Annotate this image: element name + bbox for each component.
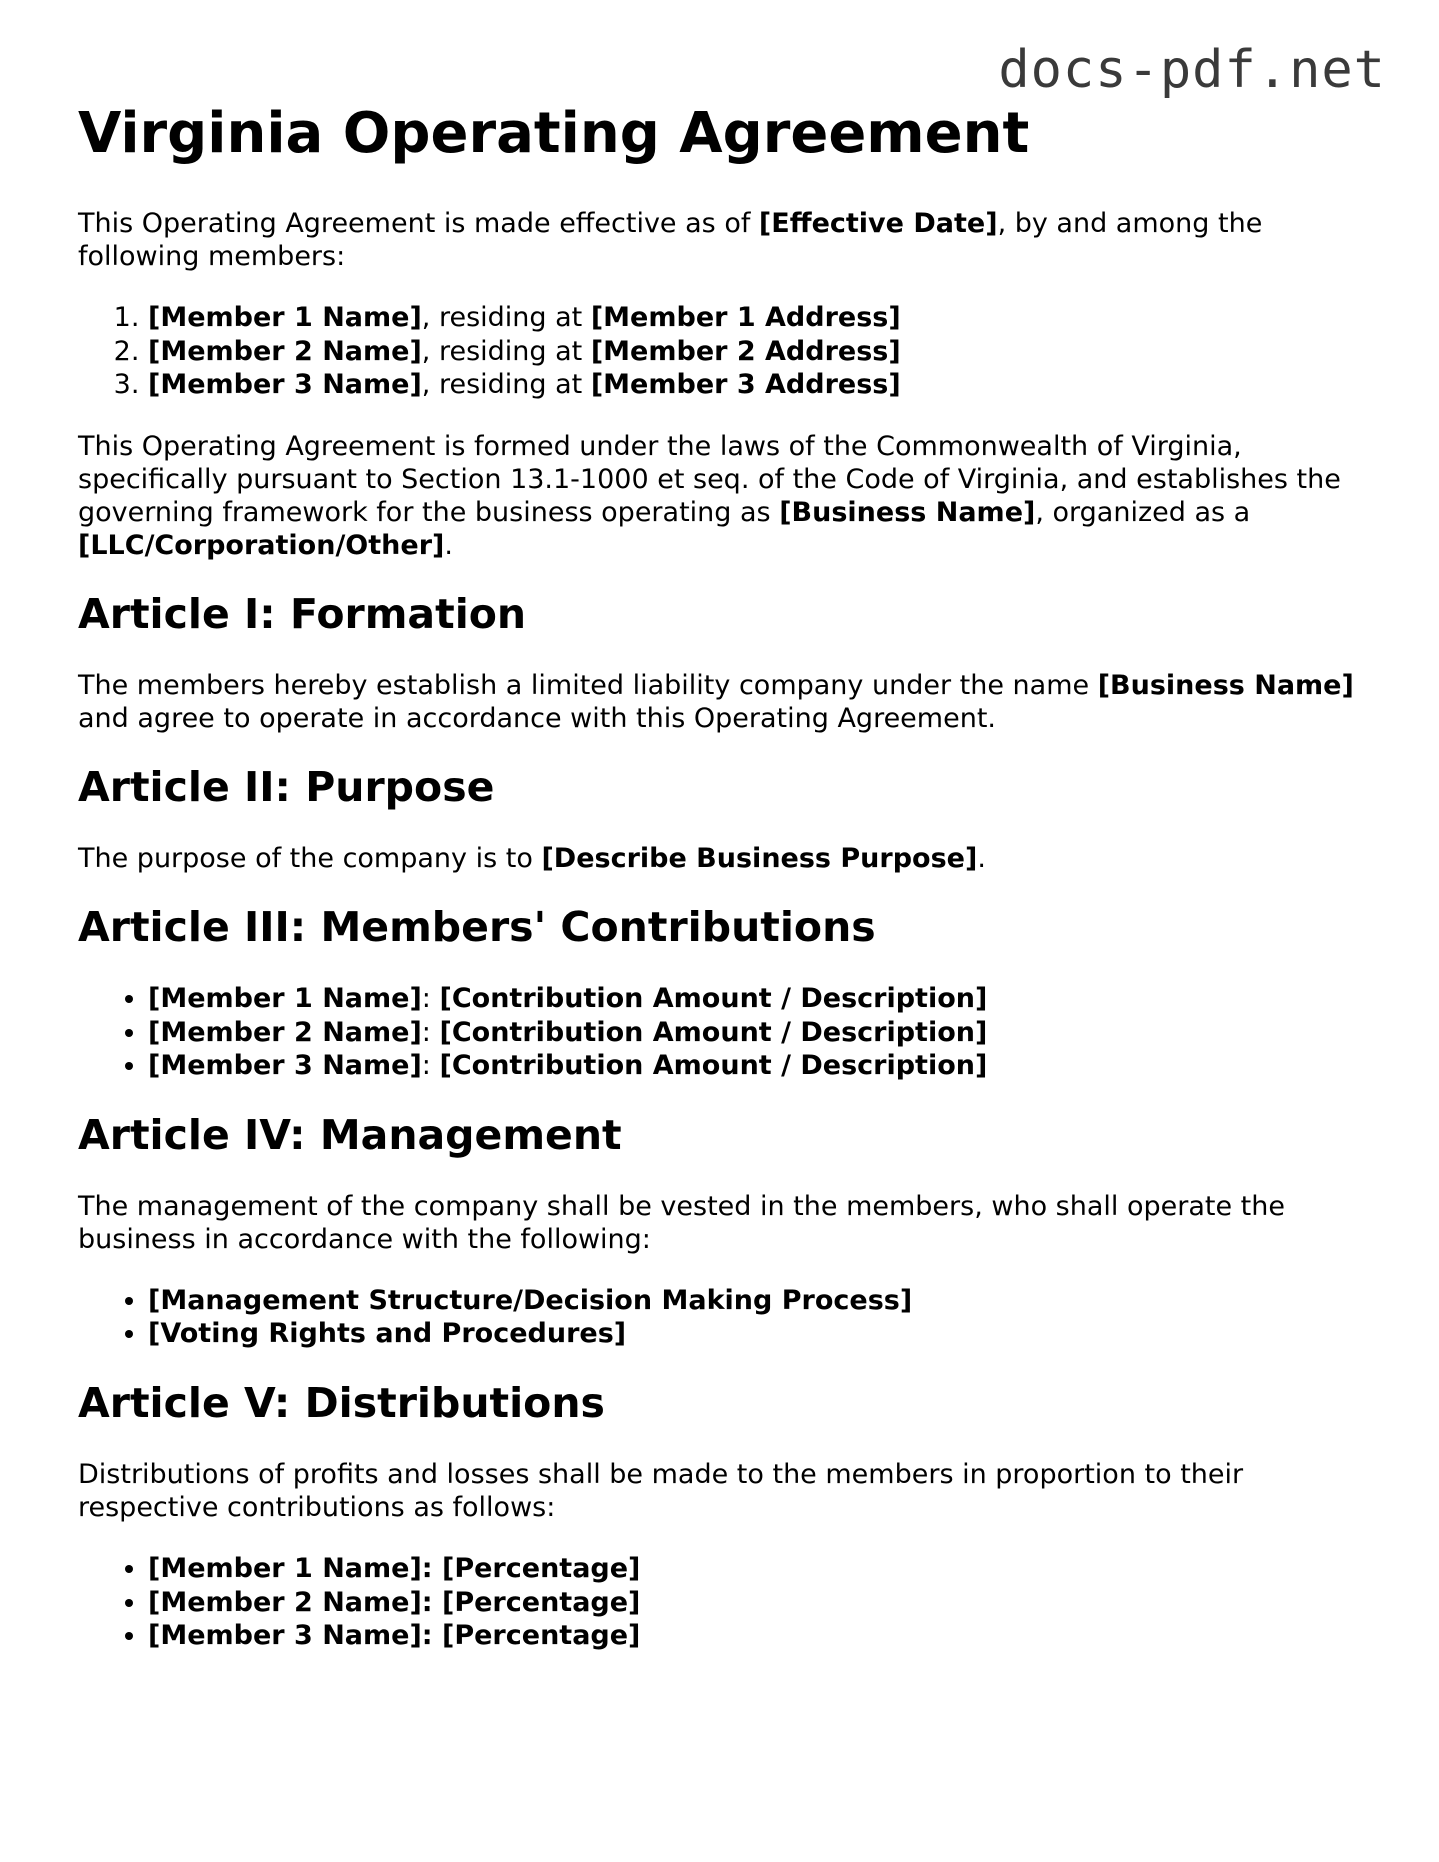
- intro-text: This Operating Agreement is made effective as of: [78, 208, 759, 240]
- entity-type-placeholder: [LLC/Corporation/Other]: [78, 529, 445, 561]
- business-name-placeholder: [Business Name]: [779, 496, 1036, 528]
- member-address: [Member 3 Address]: [590, 369, 901, 401]
- list-item: [148, 982, 1368, 1016]
- member-sep: , residing at: [421, 369, 591, 401]
- member-name: [Member 1 Name]: [148, 983, 422, 1015]
- article-4: [78, 1111, 1368, 1351]
- member-address: [Member 2 Address]: [590, 335, 901, 367]
- member-sep: , residing at: [421, 302, 591, 334]
- contribution-value: [Contribution Amount / Description]: [439, 1016, 988, 1048]
- distribution-item: [Member 2 Name]: [Percentage]: [148, 1586, 641, 1618]
- article-1: [78, 590, 1368, 735]
- member-name: [Member 3 Name]: [148, 1050, 422, 1082]
- intro-paragraph: [78, 207, 1368, 273]
- document-page: [78, 100, 1368, 1681]
- member-address: [Member 1 Address]: [590, 302, 901, 334]
- member-name: [Member 1 Name]: [148, 302, 422, 334]
- article-1-heading: Article I: Formation: [78, 589, 527, 638]
- list-item: [148, 1619, 1368, 1653]
- article-2-heading: Article II: Purpose: [78, 762, 495, 811]
- member-name: [Member 2 Name]: [148, 335, 422, 367]
- document-title: Virginia Operating Agreement: [78, 101, 1030, 166]
- contribution-sep: :: [421, 983, 440, 1015]
- list-item: [148, 1552, 1368, 1586]
- article-5-text: Distributions of profits and losses shall be made to the members in proportion to their respective contributions as follows:: [78, 1459, 1244, 1524]
- article-4-heading: Article IV: Management: [78, 1110, 622, 1159]
- article-4-text: The management of the company shall be vested in the members, who shall operate the business in accordance with the following:: [78, 1190, 1285, 1255]
- member-name: [Member 2 Name]: [148, 1016, 422, 1048]
- article-5-heading: Article V: Distributions: [78, 1378, 605, 1427]
- list-item: [148, 301, 1368, 335]
- distributions-list: [78, 1552, 1368, 1653]
- contribution-value: [Contribution Amount / Description]: [439, 1050, 988, 1082]
- contribution-sep: :: [421, 1050, 440, 1082]
- formation-text-mid: , organized as a: [1035, 496, 1251, 528]
- list-item: [148, 1586, 1368, 1620]
- member-name: [Member 3 Name]: [148, 369, 422, 401]
- article-1-text: [78, 669, 1368, 735]
- article-1-text-end: and agree to operate in accordance with this Operating Agreement.: [78, 702, 996, 734]
- article-5: [78, 1379, 1368, 1653]
- list-item: [148, 1049, 1368, 1083]
- article-3: [78, 903, 1368, 1083]
- watermark: docs-pdf.net: [998, 40, 1386, 100]
- article-2: [78, 763, 1368, 875]
- article-2-text-end: .: [977, 843, 986, 875]
- article-3-heading: Article III: Members' Contributions: [78, 903, 876, 952]
- business-name-placeholder: [Business Name]: [1097, 669, 1354, 701]
- member-sep: , residing at: [421, 335, 591, 367]
- purpose-placeholder: [Describe Business Purpose]: [541, 843, 978, 875]
- article-2-text-start: The purpose of the company is to: [78, 843, 542, 875]
- list-item: [148, 335, 1368, 369]
- list-item: [148, 368, 1368, 402]
- formation-paragraph: [78, 430, 1368, 562]
- management-item: [Voting Rights and Procedures]: [148, 1318, 627, 1350]
- effective-date-placeholder: [Effective Date]: [758, 208, 998, 240]
- intro-text-end: , by and among the following members:: [78, 208, 1263, 273]
- article-2-text: [78, 842, 1368, 875]
- contribution-sep: :: [421, 1016, 440, 1048]
- members-list: [78, 301, 1368, 402]
- formation-text: This Operating Agreement is formed under the laws of the Commonwealth of Virginia, specifically pursuant to Section 13.1-1000 et seq. of the Code of Virginia, and establishes the governing framework for the business operating as: [78, 430, 1341, 528]
- management-item: [Management Structure/Decision Making Process]: [148, 1284, 913, 1316]
- formation-text-end: .: [444, 529, 453, 561]
- list-item: [148, 1284, 1368, 1318]
- contribution-value: [Contribution Amount / Description]: [439, 983, 988, 1015]
- list-item: [148, 1317, 1368, 1351]
- distribution-item: [Member 3 Name]: [Percentage]: [148, 1620, 641, 1652]
- article-1-text-start: The members hereby establish a limited liability company under the name: [78, 669, 1098, 701]
- management-list: [78, 1284, 1368, 1351]
- list-item: [148, 1016, 1368, 1050]
- distribution-item: [Member 1 Name]: [Percentage]: [148, 1553, 641, 1585]
- contributions-list: [78, 982, 1368, 1083]
